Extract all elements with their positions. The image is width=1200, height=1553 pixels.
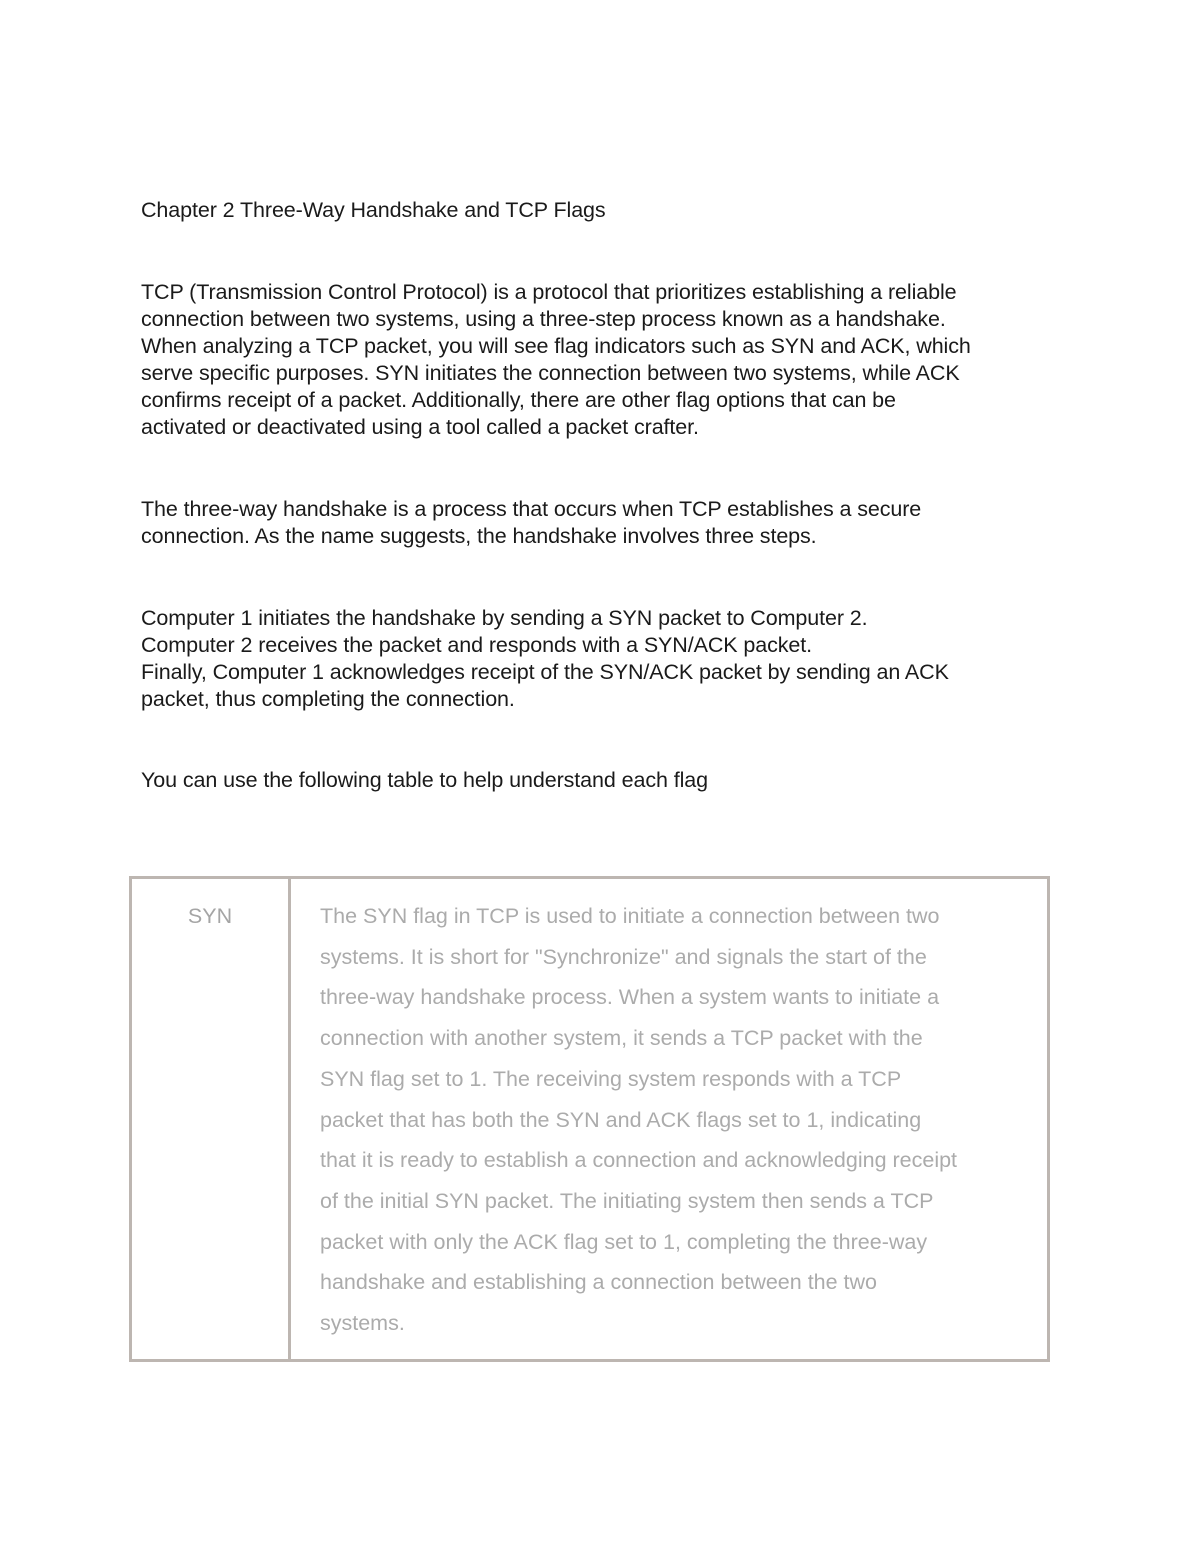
paragraph-line: Computer 1 initiates the handshake by sending a SYN packet to Computer 2.: [141, 606, 868, 630]
description-line: systems. It is short for "Synchronize" and signals the start of the: [320, 944, 927, 969]
description-line: connection with another system, it sends a TCP packet with the: [320, 1026, 923, 1051]
description-line: packet with only the ACK flag set to 1, completing the three-way: [320, 1229, 928, 1254]
description-line: The SYN flag in TCP is used to initiate a connection between two: [320, 904, 940, 928]
description-line: packet that has both the SYN and ACK flags set to 1, indicating: [320, 1107, 922, 1132]
paragraph-line: TCP (Transmission Control Protocol) is a protocol that prioritizes establishing a reliable: [141, 280, 957, 304]
paragraph-line: connection. As the name suggests, the handshake involves three steps.: [141, 524, 817, 548]
description-line: SYN flag set to 1. The receiving system responds with a TCP: [320, 1066, 902, 1091]
paragraph-line: packet, thus completing the connection.: [141, 687, 515, 711]
page-title: Chapter 2 Three-Way Handshake and TCP Flags: [141, 198, 606, 222]
paragraph-line: confirms receipt of a packet. Additionally, there are other flag options that can be: [141, 388, 896, 412]
description-line: of the initial SYN packet. The initiating system then sends a TCP: [320, 1188, 934, 1213]
paragraph-line: serve specific purposes. SYN initiates the connection between two systems, while ACK: [141, 361, 960, 385]
paragraph-table-intro: You can use the following table to help understand each flag: [141, 768, 708, 792]
description-line: that it is ready to establish a connection and acknowledging receipt: [320, 1148, 958, 1173]
table-cell-flag-name: SYN: [187, 904, 233, 928]
paragraph-line: When analyzing a TCP packet, you will see flag indicators such as SYN and ACK, which: [141, 334, 971, 358]
paragraph-handshake: [141, 496, 1081, 550]
table-column-divider: [288, 879, 291, 1359]
paragraph-line: connection between two systems, using a three-step process known as a handshake.: [141, 307, 946, 331]
table-cell-flag-description: [320, 896, 1035, 1344]
paragraph-steps: [141, 605, 1081, 713]
paragraph-intro: [141, 279, 1081, 441]
paragraph-line: activated or deactivated using a tool called a packet crafter.: [141, 415, 699, 439]
flag-table: [129, 876, 1050, 1362]
description-line: systems.: [320, 1311, 405, 1336]
description-line: handshake and establishing a connection between the two: [320, 1270, 878, 1295]
paragraph-line: The three-way handshake is a process that occurs when TCP establishes a secure: [141, 497, 922, 521]
paragraph-line: Finally, Computer 1 acknowledges receipt of the SYN/ACK packet by sending an ACK: [141, 660, 949, 684]
description-line: three-way handshake process. When a system wants to initiate a: [320, 985, 940, 1010]
paragraph-line: Computer 2 receives the packet and responds with a SYN/ACK packet.: [141, 633, 812, 657]
